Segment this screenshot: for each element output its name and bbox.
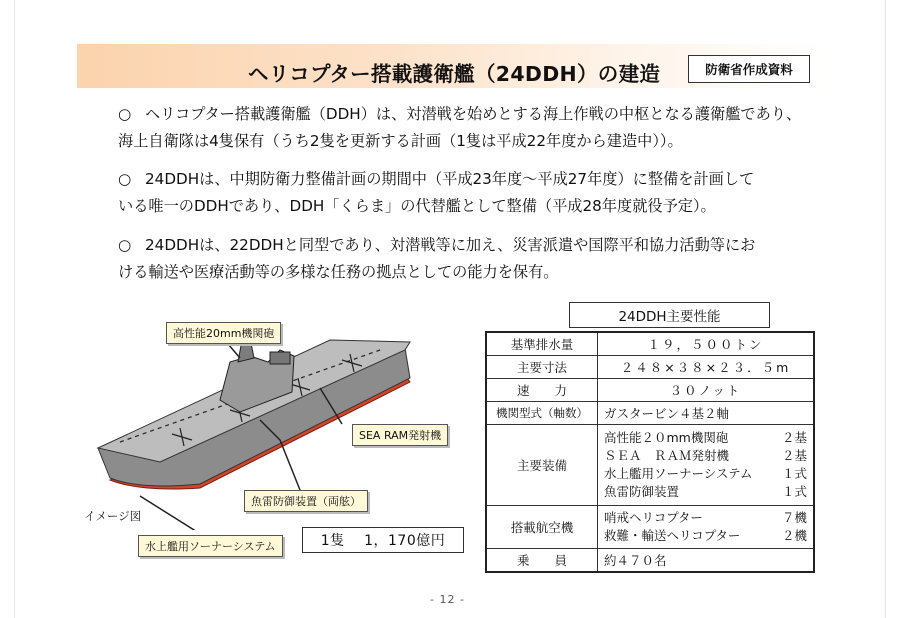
table-row	[486, 549, 814, 573]
table-row	[486, 332, 814, 356]
spec-label: 主要装備	[486, 425, 598, 506]
aircraft-qty: ２機	[781, 528, 807, 543]
callout-searam: SEA RAM発射機	[352, 424, 448, 446]
spec-value: 約４７０名	[598, 549, 815, 573]
table-row	[486, 402, 814, 425]
image-label: イメージ図	[84, 509, 142, 523]
aircraft-qty: ７機	[781, 510, 807, 525]
table-row	[486, 379, 814, 402]
spec-value: １９，５００トン	[598, 332, 815, 356]
paragraph-line: 24DDHは、22DDHと同型であり、対潜戦等に加え、災害派遣や国際平和協力活動等にお	[145, 236, 756, 254]
spec-label: 主要寸法	[486, 356, 598, 379]
paragraph-line: 24DDHは、中期防衛力整備計画の期間中（平成23年度～平成27年度）に整備を計画して	[145, 170, 755, 188]
funnel	[270, 352, 290, 364]
aircraft-item	[604, 509, 807, 527]
equipment-name: 水上艦用ソーナーシステム	[604, 466, 753, 481]
paragraph-line: いる唯一のDDHであり、DDH「くらま」の代替艦として整備（平成28年度就役予定）。	[118, 197, 716, 215]
equipment-item	[604, 447, 807, 465]
callout-gun: 高性能20mm機関砲	[166, 322, 281, 344]
spec-table	[485, 331, 815, 573]
paragraph-line: ヘリコプター搭載護衛艦（DDH）は、対潜戦を始めとする海上作戦の中枢となる護衛艦であり、	[145, 105, 802, 123]
spec-label: 速 力	[486, 379, 598, 402]
spec-title: 24DDH主要性能	[569, 302, 770, 328]
spec-label: 機関型式（軸数）	[486, 402, 598, 425]
equipment-name: 高性能２０mm機関砲	[604, 430, 729, 445]
page-number: - 12 -	[430, 593, 465, 606]
bullet-icon: ○	[118, 236, 132, 254]
callout-torpedo: 魚雷防御装置（両舷）	[244, 490, 368, 512]
equipment-name: 魚雷防御装置	[604, 484, 680, 499]
equipment-qty: １式	[781, 484, 807, 499]
table-row	[486, 356, 814, 379]
spec-value: ２４８×３８×２３．５m	[598, 356, 815, 379]
equipment-qty: ２基	[781, 448, 807, 463]
spec-value	[598, 425, 815, 506]
equipment-qty: ２基	[781, 430, 807, 445]
spec-label: 搭載航空機	[486, 506, 598, 549]
table-row	[486, 506, 814, 549]
paragraph-1	[118, 101, 808, 155]
paragraph-line: 海上自衛隊は4隻保有（うち2隻を更新する計画（1隻は平成22年度から建造中））。	[118, 132, 683, 150]
paragraph-3	[118, 232, 808, 286]
equipment-item	[604, 429, 807, 447]
bullet-icon: ○	[118, 170, 132, 188]
equipment-item	[604, 483, 807, 501]
page-title: ヘリコプター搭載護衛艦（24DDH）の建造	[248, 62, 661, 86]
callout-sonar: 水上艦用ソーナーシステム	[138, 535, 283, 557]
aircraft-name: 哨戒ヘリコプター	[604, 510, 703, 525]
spec-value: ３０ノット	[598, 379, 815, 402]
paragraph-line: ける輸送や医療活動等の多様な任務の拠点としての能力を保有。	[118, 263, 559, 281]
equipment-item	[604, 465, 807, 483]
paragraph-2	[118, 166, 808, 220]
equipment-name: ＳＥＡ ＲＡＭ発射機	[604, 448, 730, 463]
aircraft-item	[604, 527, 807, 545]
spec-value	[598, 506, 815, 549]
spec-label: 乗 員	[486, 549, 598, 573]
spec-value: ガスタービン４基２軸	[598, 402, 815, 425]
source-label: 防衛省作成資料	[688, 55, 810, 83]
table-row	[486, 425, 814, 506]
cost-box: 1隻 1，170億円	[302, 527, 464, 553]
equipment-qty: １式	[781, 466, 807, 481]
bullet-icon: ○	[118, 105, 132, 123]
spec-label: 基準排水量	[486, 332, 598, 356]
aircraft-name: 救難・輸送ヘリコプター	[604, 528, 741, 543]
